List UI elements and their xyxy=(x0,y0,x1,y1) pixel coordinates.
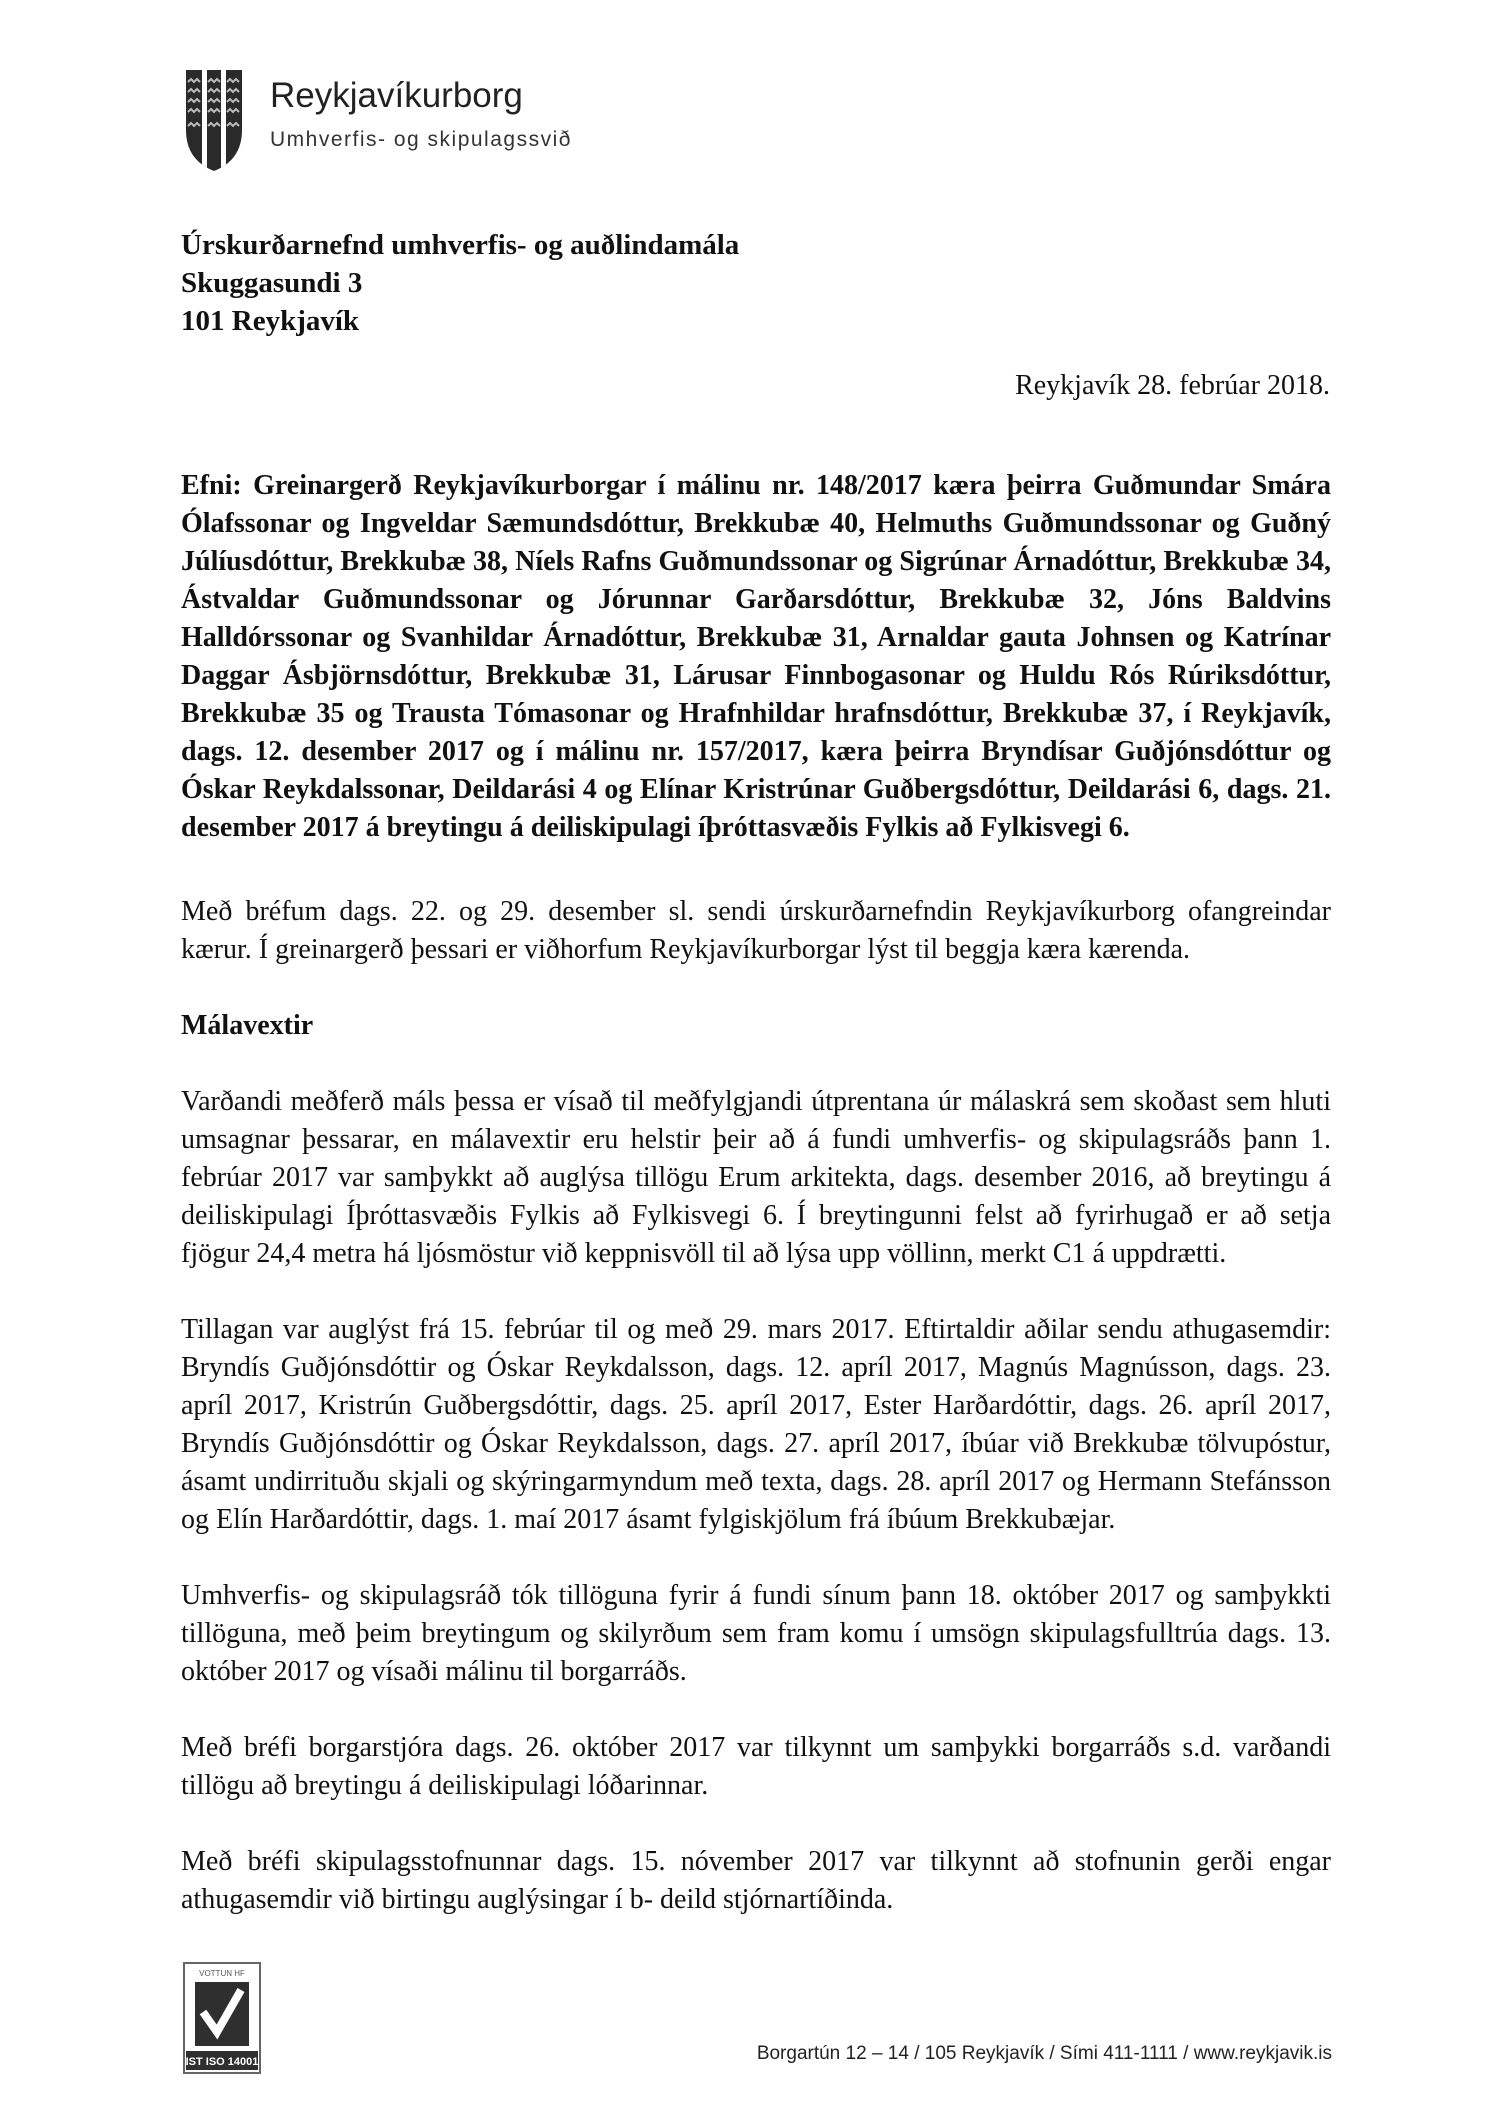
body-paragraph: Umhverfis- og skipulagsráð tók tillöguna fyrir á fundi sínum þann 18. október 2017 og samþykkti tillöguna, með þeim breytingum og skilyrðum sem fram komu í umsögn skipulagsfulltrúa dags. 13. október 2017 og vísaði málinu til borgarráðs. xyxy=(181,1580,1331,1687)
recipient-line: Úrskurðarnefnd umhverfis- og auðlindamála xyxy=(181,229,740,261)
body-paragraph: Með bréfi borgarstjóra dags. 26. október 2017 var tilkynnt um samþykki borgarráðs s.d. varðandi tillögu að breytingu á deiliskipulagi lóðarinnar. xyxy=(181,1732,1331,1801)
recipient-line: 101 Reykjavík xyxy=(181,305,360,337)
recipient-line: Skuggasundi 3 xyxy=(181,267,363,299)
recipient-address xyxy=(181,226,739,340)
letter-body xyxy=(181,893,1331,1957)
iso-certification-badge-icon xyxy=(183,1962,261,2074)
subject-line: Efni: Greinargerð Reykjavíkurborgar í málinu nr. 148/2017 kæra þeirra Guðmundar Smára Ólafssonar og Ingveldar Sæmundsdóttur, Brekkubæ 40, Helmuths Guðmundssonar og Guðný Júlíusdóttur, Brekkubæ 38, Níels Rafns Guðmundssonar og Sigrúnar Árnadóttur, Brekkubæ 34, Ástvaldar Guðmundssonar og Jórunnar Garðarsdóttur, Brekkubæ 32, Jóns Baldvins Halldórssonar og Svanhildar Árnadóttur, Brekkubæ 31, Arnaldar gauta Johnsen og Katrínar Daggar Ásbjörnsdóttur, Brekkubæ 31, Lárusar Finnbogasonar og Huldu Rós Rúriksdóttur, Brekkubæ 35 og Trausta Tómasonar og Hrafnhildar hrafnsdóttur, Brekkubæ 37, í Reykjavík, dags. 12. desember 2017 og í málinu nr. 157/2017, kæra þeirra Bryndísar Guðjónsdóttur og Óskar Reykdalssonar, Deildarási 4 og Elínar Kristrúnar Guðbergsdóttur, Deildarási 6, dags. 21. desember 2017 á breytingu á deiliskipulagi íþróttasvæðis Fylkis að Fylkisvegi 6. xyxy=(181,470,1331,843)
body-paragraph: Varðandi meðferð máls þessa er vísað til meðfylgjandi útprentana úr málaskrá sem skoðast sem hluti umsagnar þessarar, en málavextir eru helstir þeir að á fundi umhverfis- og skipulagsráðs þann 1. febrúar 2017 var samþykkt að auglýsa tillögu Erum arkitekta, dags. desember 2016, að breytingu á deiliskipulagi Íþróttasvæðis Fylkis að Fylkisvegi 6. Í breytingunni felst að fyrirhugað er að setja fjögur 24,4 metra há ljósmöstur við keppnisvöll til að lýsa upp völlinn, merkt C1 á uppdrætti. xyxy=(181,1086,1331,1269)
section-heading: Málavextir xyxy=(181,1010,314,1041)
body-paragraph: Tillagan var auglýst frá 15. febrúar til og með 29. mars 2017. Eftirtaldir aðilar sendu athugasemdir: Bryndís Guðjónsdóttir og Óskar Reykdalsson, dags. 12. apríl 2017, Magnús Magnússon, dags. 23. apríl 2017, Kristrún Guðbergsdóttir, dags. 25. apríl 2017, Ester Harðardóttir, dags. 26. apríl 2017, Bryndís Guðjónsdóttir og Óskar Reykdalsson, dags. 27. apríl 2017, íbúar við Brekkubæ tölvupóstur, ásamt undirrituðu skjali og skýringarmyndum með texta, dags. 28. apríl 2017 og Hermann Stefánsson og Elín Harðardóttir, dags. 1. maí 2017 ásamt fylgiskjölum frá íbúum Brekkubæjar. xyxy=(181,1314,1331,1535)
department-name: Umhverfis- og skipulagssvið xyxy=(270,128,572,151)
reykjavik-coat-of-arms-icon xyxy=(184,68,244,173)
body-paragraph: Með bréfi skipulagsstofnunnar dags. 15. nóvember 2017 var tilkynnt að stofnunin gerði engar athugasemdir við birtingu auglýsingar í b- deild stjórnartíðinda. xyxy=(181,1846,1331,1915)
letter-date: Reykjavík 28. febrúar 2018. xyxy=(1015,370,1330,401)
organization-name: Reykjavíkurborg xyxy=(270,76,523,115)
footer-contact: Borgartún 12 – 14 / 105 Reykjavík / Sími 411-1111 / www.reykjavik.is xyxy=(756,2043,1332,2064)
cert-issuer-label: VOTTUN HF xyxy=(199,1969,245,1978)
cert-standard-label: IST ISO 14001 xyxy=(185,2056,259,2068)
intro-paragraph: Með bréfum dags. 22. og 29. desember sl. sendi úrskurðarnefndin Reykjavíkurborg ofangreindar kærur. Í greinargerð þessari er viðhorfum Reykjavíkurborgar lýst til beggja kæra kærenda. xyxy=(181,896,1331,965)
